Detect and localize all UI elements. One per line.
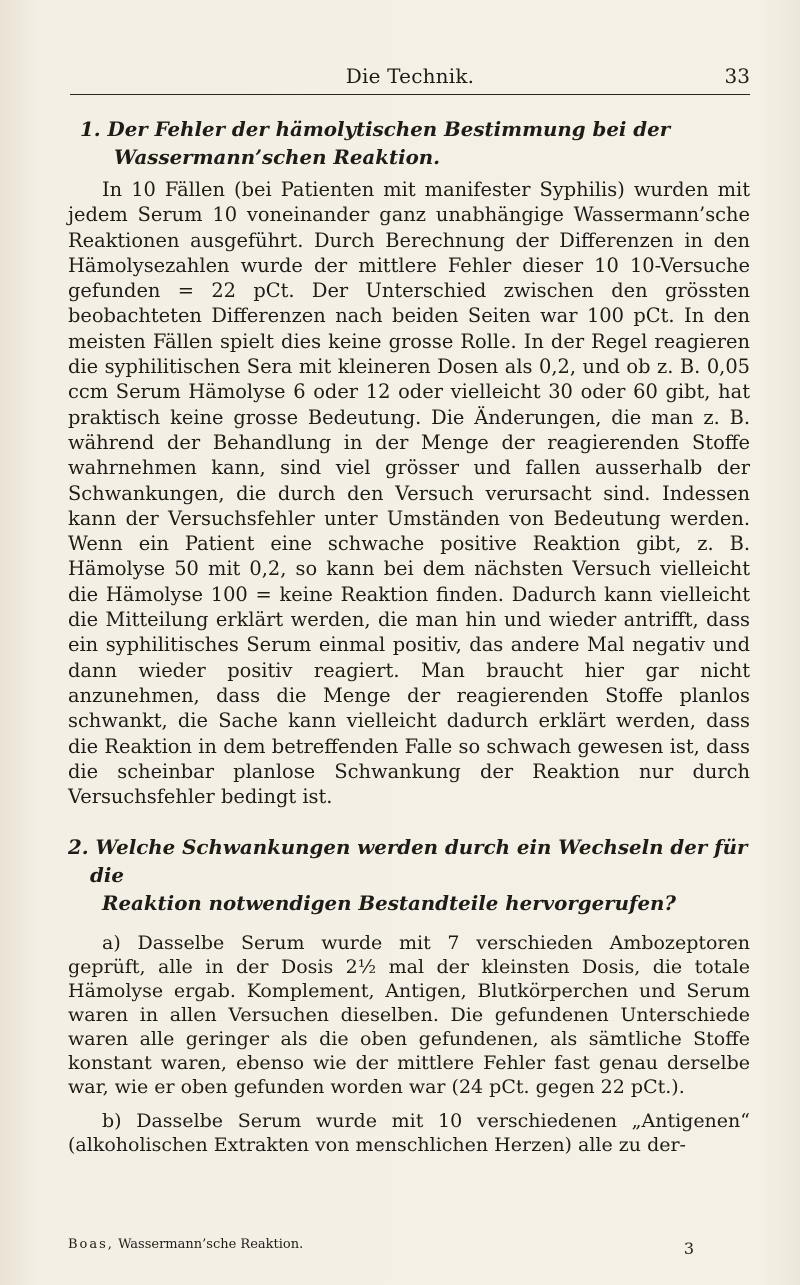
section-2-heading-line-2: Reaktion notwendigen Bestandteile hervorgerufen? [102, 891, 677, 916]
signature-mark: 3 [683, 1239, 694, 1258]
body-text [68, 115, 750, 1157]
section-1-heading-line-1: 1. Der Fehler der hämolytischen Bestimmung bei der [80, 117, 671, 141]
section-2-paragraph-b: b) Dasselbe Serum wurde mit 10 verschiedenen „Antigenen“ (alkoholischen Extrakten von menschlichen Herzen) alle zu der- [68, 1110, 750, 1157]
header-rule [70, 94, 750, 95]
section-1-paragraph: In 10 Fällen (bei Patienten mit manifester Syphilis) wurden mit jedem Serum 10 voneinander ganz unabhängige Wassermann’sche Reaktionen ausgeführt. Durch Berechnung der Differenzen in den Hämolysezahlen wurde der mittlere Fehler dieser 10 10-Versuche gefunden = 22 pCt. Der Unterschied zwischen den grössten beobachteten Differenzen nach beiden Seiten war 100 pCt. In den meisten Fällen spielt dies keine grosse Rolle. In der Regel reagieren die syphilitischen Sera mit kleineren Dosen als 0,2, und ob z. B. 0,05 ccm Serum Hämolyse 6 oder 12 oder vielleicht 30 oder 60 gibt, hat praktisch keine grosse Bedeutung. Die Änderungen, die man z. B. während der Behandlung in der Menge der reagierenden Stoffe wahrnehmen kann, sind viel grösser und fallen ausserhalb der Schwankungen, die durch den Versuch verursacht sind. Indessen kann der Versuchsfehler unter Umständen von Bedeutung werden. Wenn ein Patient eine schwache positive Reaktion gibt, z. B. Hämolyse 50 mit 0,2, so kann bei dem nächsten Versuch vielleicht die Hämolyse 100 = keine Reaktion finden. Dadurch kann vielleicht die Mitteilung erklärt werden, die man hin und wieder antrifft, dass ein syphilitisches Serum einmal positiv, das andere Mal negativ und dann wieder positiv reagiert. Man braucht hier gar nicht anzunehmen, dass die Menge der reagierenden Stoffe planlos schwankt, die Sache kann vielleicht dadurch erklärt werden, dass die Reaktion in dem betreffenden Falle so schwach gewesen ist, dass die scheinbar planlose Schwankung der Reaktion nur durch Versuchsfehler bedingt ist. [68, 178, 750, 809]
footer-author: Boas, [68, 1237, 114, 1252]
page-footer [68, 1237, 750, 1263]
running-head [70, 64, 750, 98]
page-number: 33 [724, 64, 750, 88]
footer-citation [68, 1237, 303, 1252]
section-1-heading-line-2: Wassermann’schen Reaktion. [114, 145, 441, 169]
footer-book-title: Wassermann’sche Reaktion. [118, 1237, 304, 1252]
section-2-paragraph-a: a) Dasselbe Serum wurde mit 7 verschieden Ambozeptoren geprüft, alle in der Dosis 2½ mal der kleinsten Dosis, die totale Hämolyse ergab. Komplement, Antigen, Blutkörperchen und Serum waren in allen Versuchen dieselben. Die gefundenen Unterschiede waren alle geringer als die oben gefundenen, als sämtliche Stoffe konstant waren, ebenso wie der mittlere Fehler fast genau derselbe war, wie er oben gefunden worden war (24 pCt. gegen 22 pCt.). [68, 932, 750, 1099]
section-2-heading-line-1: 2. Welche Schwankungen werden durch ein Wechseln der für die [68, 835, 748, 888]
running-title: Die Technik. [345, 64, 475, 88]
section-1-heading [68, 115, 750, 171]
section-2-heading [68, 833, 750, 917]
